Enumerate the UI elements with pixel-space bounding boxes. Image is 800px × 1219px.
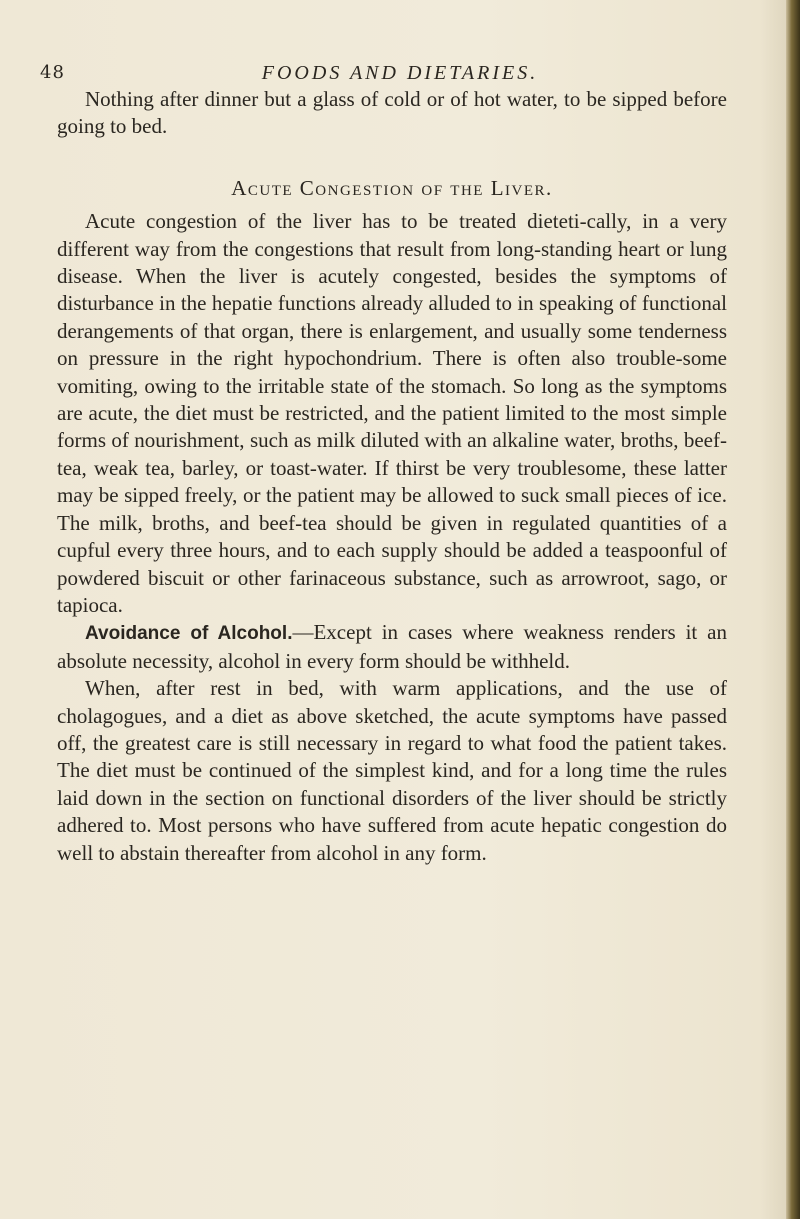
page-edge-shadow — [786, 0, 800, 1219]
running-head: FOODS AND DIETARIES. — [261, 62, 539, 84]
paragraph-alcohol-text: —Except in cases where weakness renders it an absolute necessity, alcohol in every form should be withheld. — [57, 620, 728, 673]
section-title: Acute Congestion of the Liver. — [231, 175, 553, 200]
body-text — [57, 86, 727, 867]
paragraph-alcohol — [57, 619, 727, 675]
run-in-heading: Avoidance of Alcohol. — [85, 623, 293, 645]
page-number: 48 — [40, 62, 65, 83]
paragraph-acute-congestion: Acute congestion of the liver has to be treated dieteti-cally, in a very different way from the congestions that result from long-standing heart or lung disease. When the liver is acutely congested, besides the symptoms of disturbance in the hepatie functions already alluded to in speaking of functional derangements of that organ, there is enlargement, and usually some tenderness on pressure in the right hypochondrium. There is often also trouble-some vomiting, owing to the irritable state of the stomach. So long as the symptoms are acute, the diet must be restricted, and the patient limited to the most simple forms of nourishment, such as milk diluted with an alkaline water, broths, beef-tea, weak tea, barley, or toast-water. If thirst be very troublesome, these latter may be sipped freely, or the patient may be allowed to suck small pieces of ice. The milk, broths, and beef-tea should be given in regulated quantities of a cupful every three hours, and to each supply should be added a teaspoonful of powdered biscuit or other farinaceous substance, such as arrowroot, sago, or tapioca. — [57, 209, 727, 617]
paragraph-recovery: When, after rest in bed, with warm applications, and the use of cholagogues, and a diet as above sketched, the acute symptoms have passed off, the greatest care is still necessary in regard to what food the patient takes. The diet must be continued of the simplest kind, and for a long time the rules laid down in the section on functional disorders of the liver should be strictly adhered to. Most persons who have suffered from acute hepatic congestion do well to abstain thereafter from alcohol in any form. — [57, 676, 727, 865]
paragraph-dinner: Nothing after dinner but a glass of cold or of hot water, to be sipped before going to bed. — [57, 87, 727, 139]
